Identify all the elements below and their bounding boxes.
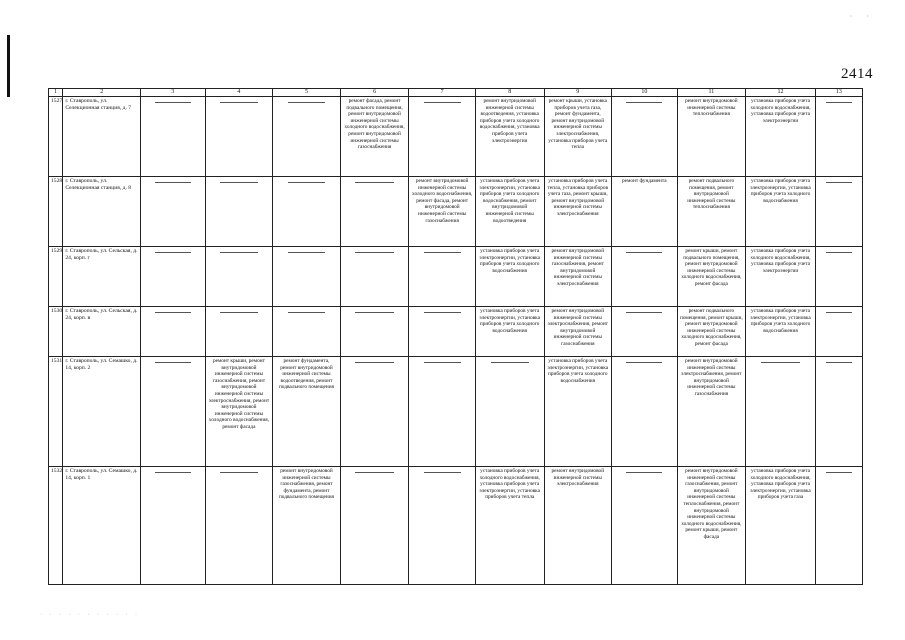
empty-cell — [340, 177, 409, 247]
dash-mark — [155, 102, 191, 103]
scan-noise-bottom: · · · · · · · · · · · — [40, 612, 140, 618]
dash-mark — [826, 102, 851, 103]
dash-mark — [626, 362, 662, 363]
work-cell: установка приборов учета холодного водоснабжения, установка приборов учета электроэнергии — [746, 97, 816, 177]
work-cell: ремонт подвального помещения, ремонт крыши, ремонт внутридомовой инженерной системы холодного водоснабжения, ремонт фасада — [677, 307, 746, 357]
table-row — [49, 247, 863, 307]
dash-mark — [424, 472, 461, 473]
binding-mark — [7, 35, 10, 97]
page-number: 2414 — [841, 66, 873, 82]
dash-mark — [424, 252, 461, 253]
dash-mark — [424, 102, 461, 103]
table-row — [49, 307, 863, 357]
empty-cell — [273, 247, 341, 307]
col-number: 6 — [340, 89, 409, 97]
work-cell: установка приборов учета тепла, установка приборов учета газа, ремонт крыши, ремонт внутридомовой инженерной системы электроснабжения — [544, 177, 612, 247]
empty-cell — [273, 177, 341, 247]
work-cell: ремонт подвального помещения, ремонт внутридомовой инженерной системы теплоснабжения — [677, 177, 746, 247]
col-number: 3 — [141, 89, 206, 97]
empty-cell — [815, 97, 862, 177]
empty-cell — [205, 247, 273, 307]
row-number: 1528 — [49, 177, 63, 247]
dash-mark — [826, 182, 851, 183]
col-number: 2 — [63, 89, 141, 97]
empty-cell — [340, 247, 409, 307]
dash-mark — [826, 252, 851, 253]
work-cell: ремонт крыши, ремонт подвального помещения, ремонт внутридомовой инженерной системы холодного водоснабжения, ремонт фасада — [677, 247, 746, 307]
dash-mark — [220, 252, 258, 253]
col-number: 4 — [205, 89, 273, 97]
empty-cell — [815, 467, 862, 585]
empty-cell — [815, 247, 862, 307]
empty-cell — [205, 177, 273, 247]
work-cell: ремонт фасада, ремонт подвального помещения, ремонт внутридомовой инженерной системы холодного водоснабжения, ремонт внутридомовой инженерной системы газоснабжения — [340, 97, 409, 177]
col-number: 7 — [409, 89, 476, 97]
address-cell: г. Ставрополь, ул. Селекционная станция, д. 8 — [63, 177, 141, 247]
empty-cell — [141, 247, 206, 307]
empty-cell — [409, 357, 476, 467]
register-table — [48, 88, 863, 585]
dash-mark — [626, 312, 662, 313]
work-cell: установка приборов учета электроэнергии, установка приборов учета холодного водоснабжения, ремонт внутридомовой инженерной системы водоотведения — [475, 177, 544, 247]
empty-cell — [141, 307, 206, 357]
row-number: 1532 — [49, 467, 63, 585]
dash-mark — [355, 472, 393, 473]
dash-mark — [626, 102, 662, 103]
empty-cell — [205, 307, 273, 357]
work-cell: установка приборов учета холодного водоснабжения, установка приборов учета электроэнергии, установка приборов учета газа — [746, 467, 816, 585]
empty-cell — [815, 357, 862, 467]
work-cell: ремонт внутридомовой инженерной системы газоснабжения, ремонт фундамента, ремонт подвального помещения — [273, 467, 341, 585]
dash-mark — [355, 362, 393, 363]
col-number: 13 — [815, 89, 862, 97]
work-cell: установка приборов учета холодного водоснабжения, установка приборов учета электроэнергии — [746, 247, 816, 307]
dash-mark — [155, 472, 191, 473]
empty-cell — [409, 467, 476, 585]
dash-mark — [220, 312, 258, 313]
table-row — [49, 177, 863, 247]
empty-cell — [409, 307, 476, 357]
empty-cell — [612, 307, 678, 357]
dash-mark — [220, 182, 258, 183]
empty-cell — [205, 97, 273, 177]
work-cell: ремонт внутридомовой инженерной системы электроснабжения, ремонт внутридомовой инженерной системы газоснабжения — [677, 357, 746, 467]
dash-mark — [826, 472, 851, 473]
register-body — [49, 97, 863, 585]
empty-cell — [141, 467, 206, 585]
row-number: 1530 — [49, 307, 63, 357]
empty-cell — [205, 467, 273, 585]
empty-cell — [340, 357, 409, 467]
table-row — [49, 97, 863, 177]
dash-mark — [355, 312, 393, 313]
empty-cell — [340, 307, 409, 357]
dash-mark — [424, 312, 461, 313]
work-cell: ремонт фундамента — [612, 177, 678, 247]
address-cell: г. Ставрополь, ул. Семашко, д. 14, корп. 1 — [63, 467, 141, 585]
row-number: 1527 — [49, 97, 63, 177]
row-number: 1529 — [49, 247, 63, 307]
work-cell: ремонт внутридомовой инженерной системы водоотведения, установка приборов учета холодного водоснабжения, установка приборов учета электроэнергии — [475, 97, 544, 177]
col-number: 9 — [544, 89, 612, 97]
empty-cell — [475, 357, 544, 467]
dash-mark — [288, 312, 326, 313]
dash-mark — [424, 362, 461, 363]
dash-mark — [155, 252, 191, 253]
work-cell: установка приборов учета электроэнергии, установка приборов учета холодного водоснабжения — [475, 247, 544, 307]
empty-cell — [612, 97, 678, 177]
column-number-row — [49, 89, 863, 97]
table-row — [49, 357, 863, 467]
empty-cell — [409, 97, 476, 177]
empty-cell — [141, 357, 206, 467]
work-cell: ремонт крыши, установка приборов учета газа, ремонт фундамента, ремонт внутридомовой инженерной системы электроснабжения, установка приборов учета тепла — [544, 97, 612, 177]
col-number: 12 — [746, 89, 816, 97]
dash-mark — [626, 252, 662, 253]
dash-mark — [288, 252, 326, 253]
address-cell: г. Ставрополь, ул. Селекционная станция, д. 7 — [63, 97, 141, 177]
dash-mark — [626, 472, 662, 473]
dash-mark — [826, 362, 851, 363]
work-cell: ремонт внутридомовой инженерной системы электроснабжения, ремонт внутридомовой инженерной системы газоснабжения — [544, 307, 612, 357]
table-row — [49, 467, 863, 585]
empty-cell — [409, 247, 476, 307]
work-cell: ремонт внутридомовой инженерной системы газоснабжения, ремонт внутридомовой инженерной системы теплоснабжения, ремонт внутридомовой инженерной системы холодного водоснабжения, ремонт крыши, ремонт фасада — [677, 467, 746, 585]
address-cell: г. Ставрополь, ул. Сельская, д. 24, корп. в — [63, 307, 141, 357]
work-cell: ремонт внутридомовой инженерной системы теплоснабжения — [677, 97, 746, 177]
dash-mark — [355, 182, 393, 183]
empty-cell — [612, 247, 678, 307]
dash-mark — [155, 182, 191, 183]
dash-mark — [220, 472, 258, 473]
dash-mark — [155, 362, 191, 363]
empty-cell — [815, 307, 862, 357]
empty-cell — [141, 97, 206, 177]
dash-mark — [288, 102, 326, 103]
scan-noise-top: · · — [849, 12, 875, 21]
dash-mark — [155, 312, 191, 313]
empty-cell — [340, 467, 409, 585]
empty-cell — [815, 177, 862, 247]
work-cell: ремонт фундамента, ремонт внутридомовой инженерной системы водоотведения, ремонт подвального помещения — [273, 357, 341, 467]
work-cell: установка приборов учета холодного водоснабжения, установка приборов учета электроэнергии, установка приборов учета тепла — [475, 467, 544, 585]
dash-mark — [826, 312, 851, 313]
work-cell: ремонт крыши, ремонт внутридомовой инженерной системы газоснабжения, ремонт внутридомовой инженерной системы электроснабжения, ремонт внутридомовой инженерной системы холодного водоснабжения, ремонт фасада — [205, 357, 273, 467]
empty-cell — [746, 357, 816, 467]
empty-cell — [273, 307, 341, 357]
work-cell: установка приборов учета электроэнергии, установка приборов учета холодного водоснабжения — [746, 307, 816, 357]
col-number: 8 — [475, 89, 544, 97]
empty-cell — [612, 357, 678, 467]
work-cell: установка приборов учета электроэнергии, установка приборов учета холодного водоснабжения — [544, 357, 612, 467]
row-number: 1531 — [49, 357, 63, 467]
work-cell: ремонт внутридомовой инженерной системы холодного водоснабжения, ремонт фасада, ремонт внутридомовой инженерной системы газоснабжения — [409, 177, 476, 247]
col-number: 5 — [273, 89, 341, 97]
col-number: 1 — [49, 89, 63, 97]
dash-mark — [761, 362, 800, 363]
empty-cell — [612, 467, 678, 585]
address-cell: г. Ставрополь, ул. Сельская, д. 24, корп. г — [63, 247, 141, 307]
work-cell: ремонт внутридомовой инженерной системы газоснабжения, ремонт внутридомовой инженерной системы электроснабжения — [544, 247, 612, 307]
empty-cell — [273, 97, 341, 177]
work-cell: установка приборов учета электроэнергии, установка приборов учета холодного водоснабжения — [475, 307, 544, 357]
dash-mark — [491, 362, 529, 363]
address-cell: г. Ставрополь, ул. Семашко, д. 14, корп. 2 — [63, 357, 141, 467]
work-cell: ремонт внутридомовой инженерной системы электроснабжения — [544, 467, 612, 585]
dash-mark — [220, 102, 258, 103]
col-number: 10 — [612, 89, 678, 97]
dash-mark — [288, 182, 326, 183]
dash-mark — [355, 252, 393, 253]
work-cell: установка приборов учета электроэнергии, установка приборов учета холодного водоснабжения — [746, 177, 816, 247]
col-number: 11 — [677, 89, 746, 97]
empty-cell — [141, 177, 206, 247]
